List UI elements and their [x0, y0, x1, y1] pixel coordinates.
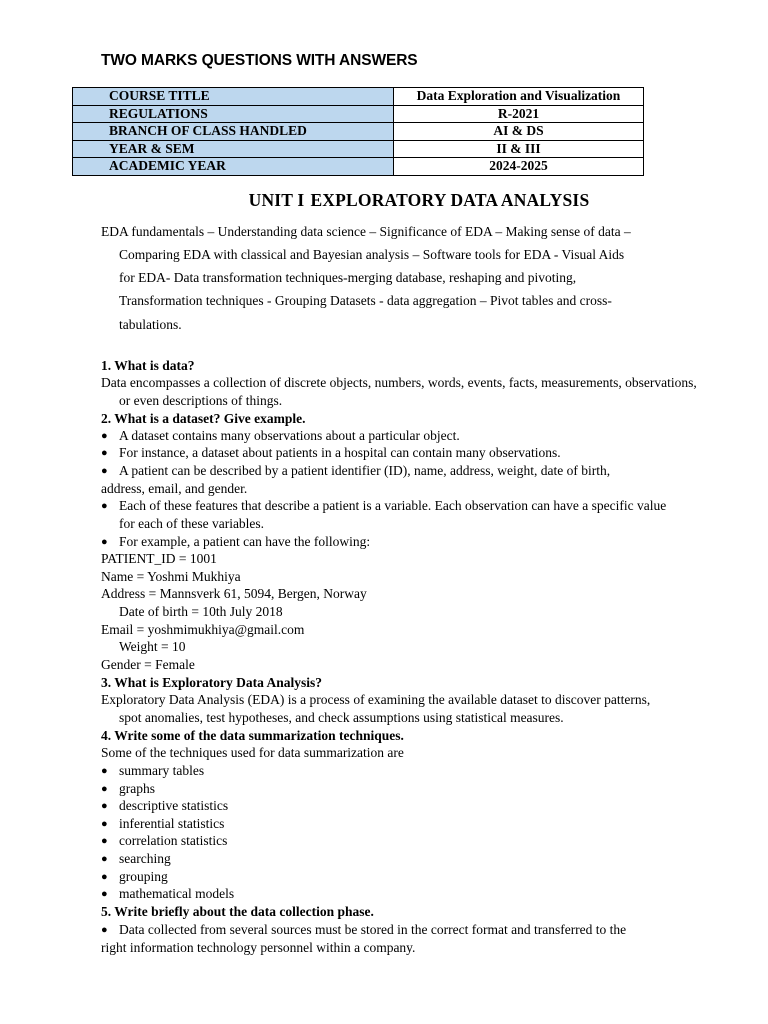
branch-value: AI & DS	[394, 123, 644, 141]
answer-line: Exploratory Data Analysis (EDA) is a process of examining the available dataset to discover patterns,	[101, 692, 651, 707]
bullet-item: ● A dataset contains many observations about a particular object.	[101, 427, 460, 445]
course-info-table	[72, 87, 644, 176]
question-4: 4. Write some of the data summarization techniques.	[101, 728, 404, 743]
list-item: ● inferential statistics	[101, 815, 224, 833]
example-line: Address = Mannsverk 61, 5094, Bergen, Norway	[101, 586, 367, 601]
table-row	[73, 88, 644, 106]
table-row	[73, 123, 644, 141]
bullet-item: ● A patient can be described by a patient identifier (ID), name, address, weight, date of birth,	[101, 462, 610, 480]
academic-year-value: 2024-2025	[394, 158, 644, 176]
example-line: PATIENT_ID = 1001	[101, 551, 217, 566]
unit-title	[0, 190, 768, 211]
question-2: 2. What is a dataset? Give example.	[101, 411, 306, 426]
list-item: ● correlation statistics	[101, 832, 227, 850]
unit-number: UNIT I	[248, 190, 305, 210]
example-line: Gender = Female	[101, 657, 195, 672]
bullet-continuation: right information technology personnel within a company.	[101, 940, 416, 955]
list-item: ● searching	[101, 850, 171, 868]
table-row	[73, 140, 644, 158]
example-line: Name = Yoshmi Mukhiya	[101, 569, 241, 584]
list-item: ● descriptive statistics	[101, 797, 228, 815]
bullet-item: ● For example, a patient can have the following:	[101, 533, 370, 551]
course-title-value: Data Exploration and Visualization	[394, 88, 644, 106]
bullet-item: ● For instance, a dataset about patients in a hospital can contain many observations.	[101, 444, 561, 462]
list-item: ● graphs	[101, 780, 155, 798]
example-line: Weight = 10	[119, 639, 186, 654]
example-line: Date of birth = 10th July 2018	[119, 604, 283, 619]
regulations-value: R-2021	[394, 105, 644, 123]
bullet-item: ● Data collected from several sources must be stored in the correct format and transferred to the	[101, 921, 626, 939]
unit-name: EXPLORATORY DATA ANALYSIS	[310, 190, 590, 210]
regulations-label: REGULATIONS	[73, 105, 394, 123]
bullet-continuation: for each of these variables.	[119, 516, 265, 531]
document-heading: TWO MARKS QUESTIONS WITH ANSWERS	[101, 52, 418, 69]
answer-line: spot anomalies, test hypotheses, and check assumptions using statistical measures.	[119, 710, 564, 725]
answer-line: or even descriptions of things.	[119, 393, 283, 408]
syllabus-line: tabulations.	[119, 317, 182, 332]
year-sem-label: YEAR & SEM	[73, 140, 394, 158]
answer-line: Data encompasses a collection of discrete objects, numbers, words, events, facts, measurements, observations,	[101, 375, 697, 390]
academic-year-label: ACADEMIC YEAR	[73, 158, 394, 176]
question-5: 5. Write briefly about the data collection phase.	[101, 904, 374, 919]
syllabus-line: for EDA- Data transformation techniques-merging database, reshaping and pivoting,	[119, 270, 577, 285]
table-row	[73, 105, 644, 123]
syllabus-line: EDA fundamentals – Understanding data science – Significance of EDA – Making sense of data –	[101, 224, 631, 239]
syllabus-line: Transformation techniques - Grouping Datasets - data aggregation – Pivot tables and cross-	[119, 293, 612, 308]
example-line: Email = yoshmimukhiya@gmail.com	[101, 622, 305, 637]
list-item: ● summary tables	[101, 762, 204, 780]
year-sem-value: II & III	[394, 140, 644, 158]
table-row	[73, 158, 644, 176]
bullet-continuation: address, email, and gender.	[101, 481, 248, 496]
question-1: 1. What is data?	[101, 358, 195, 373]
answer-intro: Some of the techniques used for data summarization are	[101, 745, 404, 760]
list-item: ● grouping	[101, 868, 168, 886]
branch-label: BRANCH OF CLASS HANDLED	[73, 123, 394, 141]
course-title-label: COURSE TITLE	[73, 88, 394, 106]
list-item: ● mathematical models	[101, 885, 234, 903]
syllabus-line: Comparing EDA with classical and Bayesian analysis – Software tools for EDA - Visual Aids	[119, 247, 625, 262]
bullet-item: ● Each of these features that describe a patient is a variable. Each observation can have a specific value	[101, 497, 666, 515]
question-3: 3. What is Exploratory Data Analysis?	[101, 675, 323, 690]
